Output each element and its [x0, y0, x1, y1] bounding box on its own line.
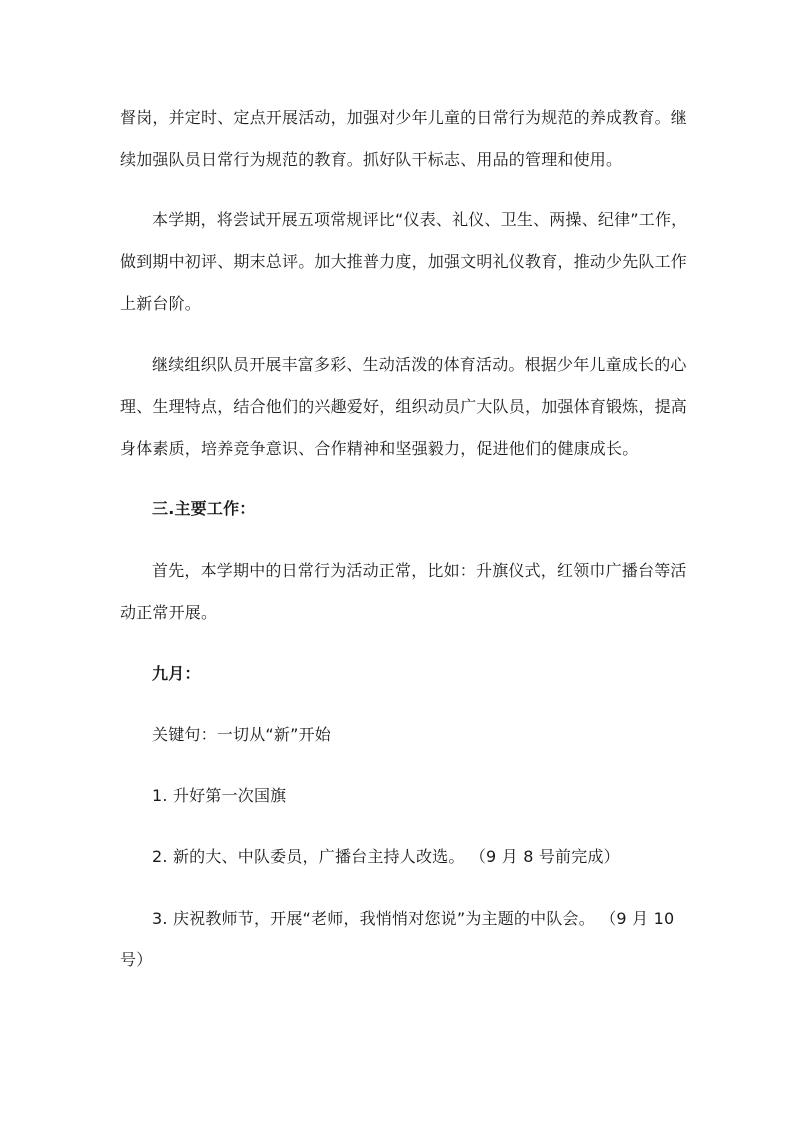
paragraph-1-line-2: 续加强队员日常行为规范的教育。抓好队干标志、用品的管理和使用。 — [120, 150, 623, 169]
paragraph-3-line-1: 继续组织队员开展丰富多彩、生动活泼的体育活动。根据少年儿童成长的心 — [152, 355, 687, 374]
paragraph-4-line-2: 动正常开展。 — [120, 603, 218, 622]
paragraph-4-line-1: 首先，本学期中的日常行为活动正常，比如：升旗仪式，红领巾广播台等活 — [152, 561, 687, 580]
paragraph-3-line-3: 身体素质，培养竞争意识、合作精神和坚强毅力，促进他们的健康成长。 — [120, 439, 639, 458]
section-heading-main-work: 三.主要工作： — [152, 499, 256, 518]
paragraph-2-line-3: 上新台阶。 — [120, 294, 202, 313]
list-item-2: 2. 新的大、中队委员，广播台主持人改选。 （9 月 8 号前完成） — [152, 847, 620, 866]
section-heading-september: 九月： — [152, 664, 201, 683]
paragraph-3-line-2: 理、生理特点，结合他们的兴趣爱好，组织动员广大队员，加强体育锻炼，提高 — [120, 397, 688, 416]
paragraph-2-line-2: 做到期中初评、期末总评。加大推普力度，加强文明礼仪教育，推动少先队工作 — [120, 252, 688, 271]
paragraph-2-line-1: 本学期，将尝试开展五项常规评比“仪表、礼仪、卫生、两操、纪律”工作， — [152, 210, 688, 229]
paragraph-1-line-1: 督岗，并定时、定点开展活动，加强对少年儿童的日常行为规范的养成教育。继 — [120, 108, 688, 127]
list-item-3-line-1: 3. 庆祝教师节，开展“老师，我悄悄对您说”为主题的中队会。 （9 月 10 — [152, 909, 675, 928]
list-item-1: 1. 升好第一次国旗 — [152, 786, 287, 805]
list-item-3-line-2: 号） — [120, 950, 153, 969]
keyphrase-line: 关键句：一切从“新”开始 — [152, 725, 331, 744]
